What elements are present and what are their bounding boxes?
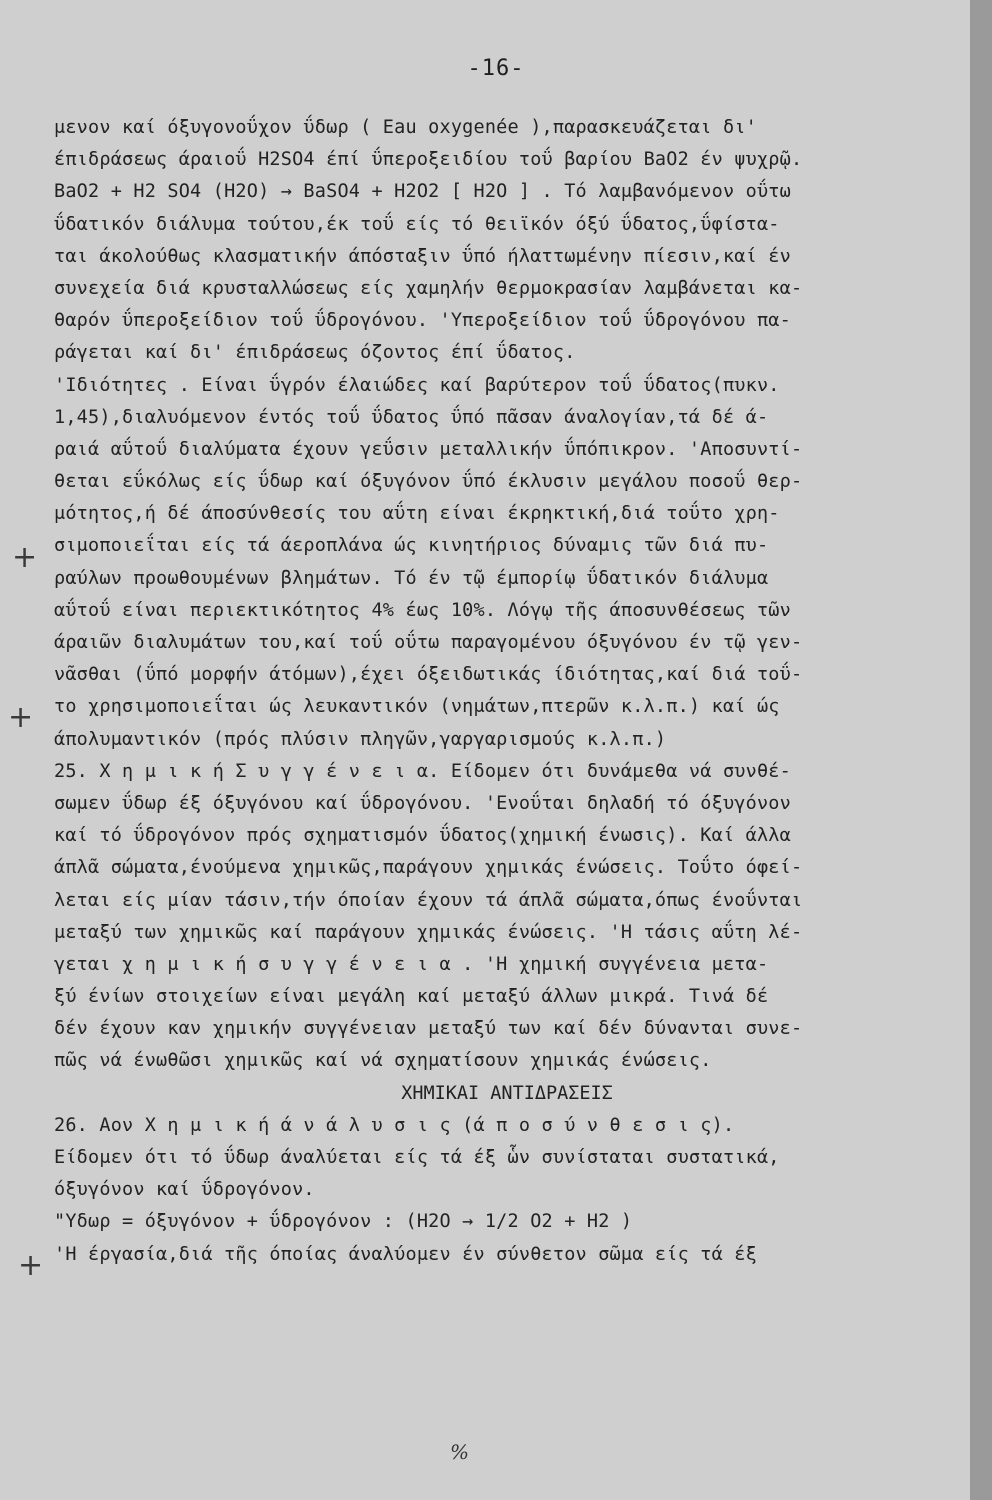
margin-plus-mark: +: [12, 540, 38, 575]
text-line: καί τό ΰδρογόνον πρός σχηματισμόν ΰδατος(χημική ένωσις). Καί άλλα: [54, 825, 791, 847]
body-text: [54, 112, 960, 1271]
text-line: πῶς νά ένωθῶσι χημικῶς καί νά σχηματίσουν χημικάς ένώσεις.: [54, 1050, 712, 1072]
margin-plus-mark: +: [8, 700, 34, 735]
text-line: λεται είς μίαν τάσιν,τήν όποίαν έχουν τά άπλᾶ σώματα,όπως ένοΰνται: [54, 889, 803, 911]
text-line: σιμοποιεΐται είς τά άεροπλάνα ώς κινητήριος δύναμις τῶν διά πυ-: [54, 535, 769, 557]
text-line: άραιῶν διαλυμάτων του,καί τοΰ οΰτω παραγομένου όξυγόνου έν τῷ γεν-: [54, 632, 803, 653]
text-line: μενον καί όξυγονοΰχον ΰδωρ ( Eau oxygenée ),παρασκευάζεται δι': [54, 117, 757, 138]
text-line: σωμεν ΰδωρ έξ όξυγόνου καί ΰδρογόνου. 'Ενοΰται δηλαδή τό όξυγόνον: [54, 792, 791, 814]
text-line: μεταξύ των χημικῶς καί παράγουν χημικάς ένώσεις. 'Η τάσις αΰτη λέ-: [54, 921, 803, 943]
text-line: έπιδράσεως άραιοΰ H2SO4 έπί ΰπεροξειδίου τοΰ βαρίου BaO2 έν ψυχρῷ.: [54, 149, 803, 171]
text-line: άπολυμαντικόν (πρός πλύσιν πληγῶν,γαργαρισμούς κ.λ.π.): [54, 728, 667, 750]
text-line: συνεχεία διά κρυσταλλώσεως είς χαμηλήν θερμοκρασίαν λαμβάνεται κα-: [54, 277, 803, 299]
text-line: ξύ ένίων στοιχείων είναι μεγάλη καί μεταξύ άλλων μικρά. Τινά δέ: [54, 986, 769, 1008]
text-line: νᾶσθαι (ΰπό μορφήν άτόμων),έχει όξειδωτικάς ίδιότητας,καί διά τοΰ-: [54, 664, 803, 686]
margin-plus-mark: +: [18, 1248, 44, 1283]
section-title-chemical-reactions: ΧΗΜΙΚΑΙ ΑΝΤΙΔΡΑΣΕΙΣ: [401, 1082, 613, 1104]
text-line: ΰδατικόν διάλυμα τούτου,έκ τοΰ είς τό θειϊκόν όξύ ΰδατος,ΰφίστα-: [54, 213, 780, 235]
text-line: θεται εΰκόλως είς ΰδωρ καί όξυγόνον ΰπό έκλυσιν μεγάλου ποσοΰ θερ-: [54, 471, 803, 493]
text-line: 1,45),διαλυόμενον έντός τοΰ ΰδατος ΰπό πᾶσαν άναλογίαν,τά δέ ά-: [54, 406, 769, 428]
text-line: BaO2 + H2 SO4 (H2O) → BaSO4 + H2O2 [ H2O ] . Τό λαμβανόμενον οΰτω: [54, 181, 791, 203]
page-edge: [970, 0, 992, 1500]
page-number: -16-: [467, 56, 525, 81]
text-line: αΰτοΰ είναι περιεκτικότητος 4% έως 10%. Λόγῳ τῆς άποσυνθέσεως τῶν: [54, 599, 791, 621]
equation-line: "Υδωρ = όξυγόνον + ΰδρογόνον : (H2O → 1/2 O2 + H2 ): [54, 1211, 633, 1233]
text-line: δέν έχουν καν χημικήν συγγένειαν μεταξύ των καί δέν δύνανται συνε-: [54, 1018, 803, 1040]
section-heading-properties: 'Ιδιότητες . Είναι ΰγρόν έλαιώδες καί βαρύτερον τοΰ ΰδατος(πυκν.: [54, 374, 780, 396]
text-line: Είδομεν ότι τό ΰδωρ άναλύεται είς τά έξ ὧν συνίσταται συστατικά,: [54, 1147, 780, 1168]
text-line: όξυγόνον καί ΰδρογόνον.: [54, 1179, 315, 1201]
bottom-mark: %: [450, 1440, 470, 1464]
text-line: ραύλων προωθουμένων βλημάτων. Τό έν τῷ έμπορίῳ ΰδατικόν διάλυμα: [54, 567, 769, 589]
text-line: 'Η έργασία,διά τῆς όποίας άναλύομεν έν σύνθετον σῶμα είς τά έξ: [54, 1243, 757, 1265]
section-heading-chemical-affinity: 25. Χ η μ ι κ ή Σ υ γ γ έ ν ε ι α. Είδομεν ότι δυνάμεθα νά συνθέ-: [54, 760, 791, 782]
text-line: ράγεται καί δι' έπιδράσεως όζοντος έπί ΰδατος.: [54, 342, 576, 364]
text-line: μότητος,ή δέ άποσύνθεσίς του αΰτη είναι έκρηκτική,διά τοΰτο χρη-: [54, 503, 780, 525]
text-line: το χρησιμοποιεΐται ώς λευκαντικόν (νημάτων,πτερῶν κ.λ.π.) καί ώς: [54, 696, 780, 718]
text-line: ται άκολούθως κλασματικήν άπόσταξιν ΰπό ήλαττωμένην πίεσιν,καί έν: [54, 245, 791, 267]
text-line: γεται χ η μ ι κ ή σ υ γ γ έ ν ε ι α . 'Η χημική συγγένεια μετα-: [54, 953, 769, 975]
section-heading-analysis: 26. Αον Χ η μ ι κ ή ά ν ά λ υ σ ι ς (ά π ο σ ύ ν θ ε σ ι ς).: [54, 1114, 735, 1136]
text-line: θαρόν ΰπεροξείδιον τοΰ ΰδρογόνου. 'Υπεροξείδιον τοΰ ΰδρογόνου πα-: [54, 310, 791, 332]
text-line: ραιά αΰτοΰ διαλύματα έχουν γεΰσιν μεταλλικήν ΰπόπικρον. 'Αποσυντί-: [54, 438, 803, 460]
text-line: άπλᾶ σώματα,ένούμενα χημικῶς,παράγουν χημικάς ένώσεις. Τοΰτο όφεί-: [54, 857, 803, 879]
